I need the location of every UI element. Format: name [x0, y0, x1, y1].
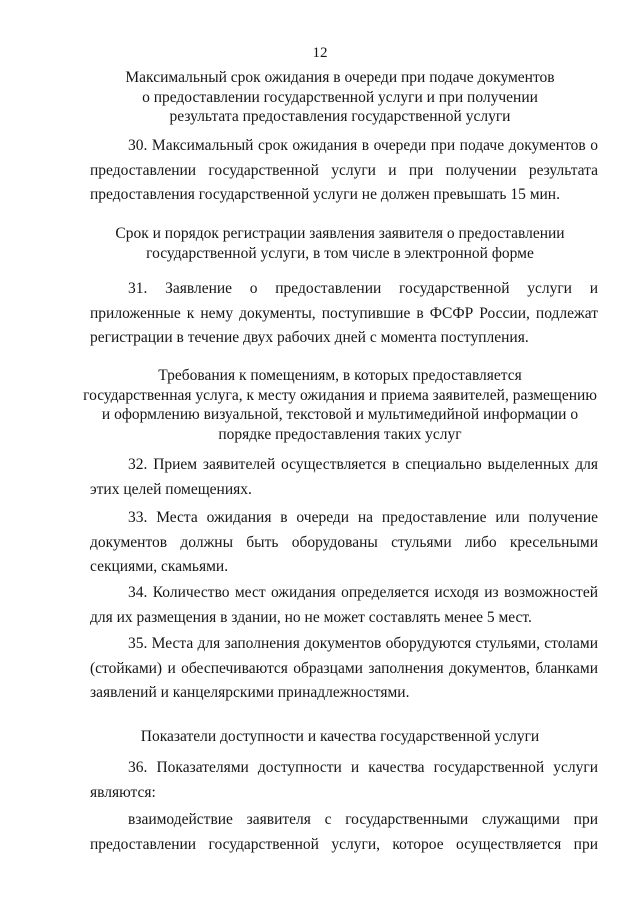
heading-line: порядке предоставления таких услуг [218, 425, 462, 443]
heading-accessibility-quality [70, 727, 610, 747]
paragraph-34 [90, 581, 598, 630]
paragraph-31 [90, 277, 598, 351]
paragraph-line: приложенные к нему документы, поступившие в ФСФР России, подлежат [90, 304, 598, 322]
heading-registration [70, 224, 610, 263]
heading-line: результата предоставления государственной услуги [169, 108, 511, 125]
paragraph-line: взаимодействие заявителя с государственными служащими при [128, 811, 598, 828]
paragraph-interaction [90, 808, 598, 857]
paragraph-line: для их размещения в здании, но не может составлять менее 5 мест. [90, 608, 532, 626]
heading-line: государственная услуга, к месту ожидания и приема заявителей, размещению [83, 386, 597, 404]
paragraph-32 [90, 453, 598, 502]
paragraph-30 [90, 134, 598, 208]
paragraph-line: 34. Количество мест ожидания определяется исходя из возможностей [128, 584, 598, 601]
paragraph-line: предоставлении государственной услуги, которое осуществляется при [90, 835, 598, 853]
paragraph-line: предоставлении государственной услуги и при получении результата [90, 161, 598, 179]
heading-line: Требования к помещениям, в которых предоставляется [158, 367, 522, 384]
paragraph-line: являются: [90, 783, 156, 801]
heading-line: Срок и порядок регистрации заявления заявителя о предоставлении [115, 225, 565, 242]
paragraph-line: 31. Заявление о предоставлении государственной услуги и [128, 280, 598, 297]
heading-max-wait-time [70, 68, 610, 127]
heading-premises-requirements [70, 366, 610, 444]
heading-line: государственной услуги, в том числе в электронной форме [146, 244, 534, 262]
paragraph-line: 36. Показателями доступности и качества государственной услуги [128, 759, 598, 776]
heading-line: о предоставлении государственной услуги и при получении [142, 88, 538, 106]
paragraph-35 [90, 632, 598, 706]
paragraph-line: 30. Максимальный срок ожидания в очереди при подаче документов о [128, 137, 598, 154]
paragraph-line: 35. Места для заполнения документов оборудуются стульями, столами [128, 635, 598, 652]
heading-line: и оформлению визуальной, текстовой и мультимедийной информации о [101, 406, 579, 423]
paragraph-33 [90, 506, 598, 580]
paragraph-line: 32. Прием заявителей осуществляется в специально выделенных для [128, 456, 598, 473]
paragraph-line: заявлений и канцелярскими принадлежностями. [90, 684, 410, 701]
paragraph-line: документов должны быть оборудованы стульями либо кресельными [90, 533, 598, 551]
paragraph-36 [90, 756, 598, 805]
heading-line: Максимальный срок ожидания в очереди при подаче документов [125, 69, 555, 86]
heading-line: Показатели доступности и качества государственной услуги [140, 728, 540, 745]
paragraph-line: секциями, скамьями. [90, 558, 229, 575]
paragraph-line: регистрации в течение двух рабочих дней с момента поступления. [90, 329, 529, 346]
page-number: 12 [312, 45, 328, 61]
paragraph-line: предоставления государственной услуги не должен превышать 15 мин. [90, 186, 560, 203]
paragraph-line: 33. Места ожидания в очереди на предоставление или получение [128, 509, 598, 526]
paragraph-line: этих целей помещениях. [90, 480, 252, 498]
paragraph-line: (стойками) и обеспечиваются образцами заполнения документов, бланками [90, 659, 598, 677]
